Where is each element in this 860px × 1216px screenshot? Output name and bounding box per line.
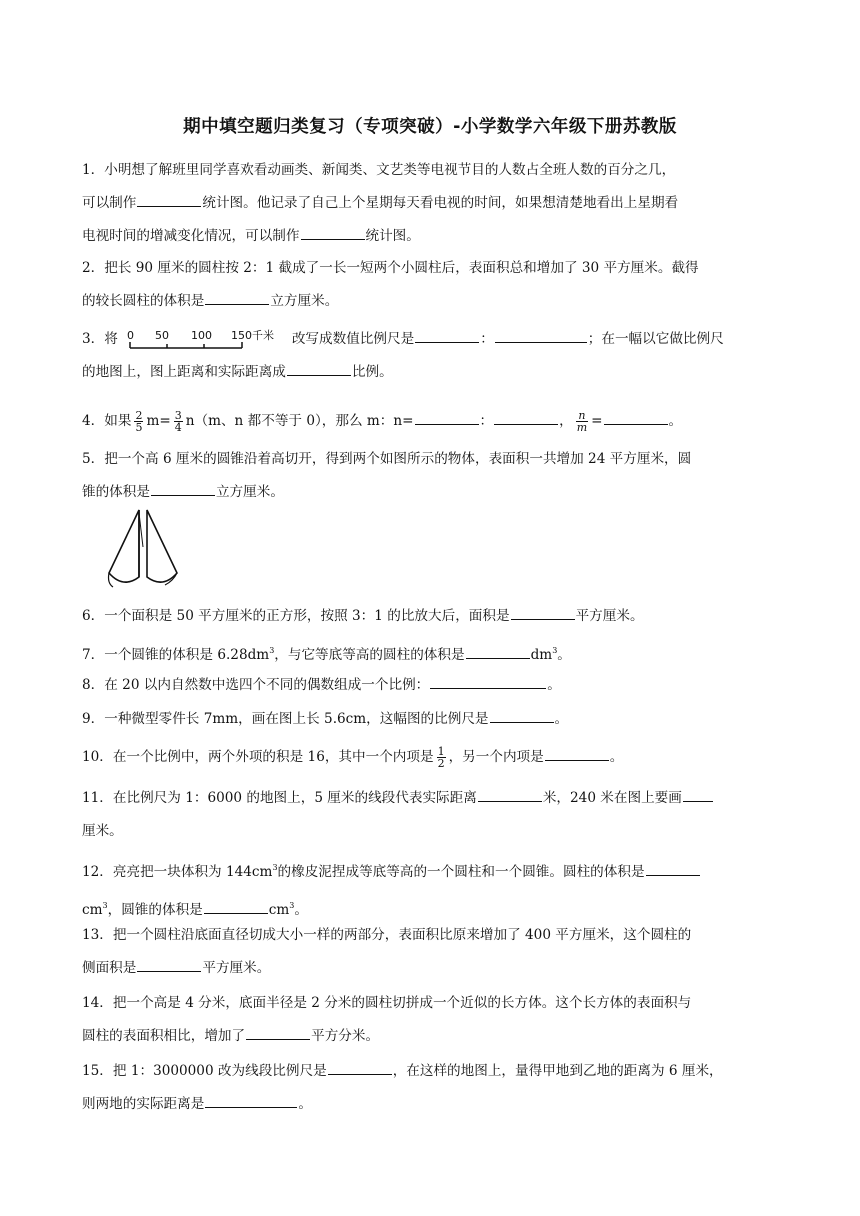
question-number: 14． [82,995,113,1011]
question-number: 8． [82,677,105,693]
question-text: 侧面积是 [82,960,137,976]
question-number: 12． [82,864,113,880]
line-scale-bar-image [124,326,286,354]
question-text: ；在一幅以它做比例尺 [587,331,724,347]
question-text: 把 1：3000000 改为线段比例尺是 [112,1063,327,1079]
question-text: ，圆锥的体积是 [107,902,203,918]
question-number: 7． [82,647,105,663]
question-number: 3．将 [82,331,118,347]
question-13 [82,919,782,985]
question-text: 厘米。 [82,823,123,839]
answer-blank[interactable] [287,362,351,376]
answer-blank[interactable] [545,747,609,761]
question-text: 一种微型零件长 7mm，画在图上长 5.6cm，这幅图的比例尺是 [104,711,489,727]
question-number: 1． [82,162,105,178]
fraction: $\frac{n}{m}$ [576,409,588,434]
question-text: 在比例尺为 1：6000 的地图上，5 厘米的线段代表实际距离 [112,790,477,806]
fraction: $\frac{2}{5}$ [135,409,143,434]
answer-blank[interactable] [246,1026,310,1040]
question-8: 8．在 20 以内自然数中选四个不同的偶数组成一个比例： 。 [82,677,561,693]
question-6 [82,600,782,633]
half-cones-figure [103,507,185,593]
question-text: 的较长圆柱的体积是 [82,293,205,309]
question-15: 15．把 1：3000000 改为线段比例尺是 ，在这样的地图上，量得甲地到乙地的距离为 6 厘米， 则两地的实际距离是 。 [82,1063,723,1112]
scale-label: 0 [126,328,134,342]
question-text: 可以制作 [82,195,137,211]
question-text: 圆柱的表面积相比，增加了 [82,1028,246,1044]
question-text: 把长 90 厘米的圆柱按 2：1 截成了一长一短两个小圆柱后，表面积总和增加了 30 平方厘米。截得 [104,260,699,276]
answer-blank[interactable] [490,709,554,723]
answer-blank[interactable] [137,193,201,207]
answer-blank[interactable] [683,788,713,802]
question-text: ，在这样的地图上，量得甲地到乙地的距离为 6 厘米， [392,1063,723,1079]
question-7: 7．一个圆锥的体积是 $6.28dm^3$，与它等底等高的圆柱的体积是 $dm^3$。 [82,646,571,663]
question-text: 把一个圆柱沿底面直径切成大小一样的两部分，表面积比原来增加了 400 平方厘米，这个圆柱的 [112,927,692,943]
answer-blank[interactable] [151,482,215,496]
question-text: 统计图。 [365,228,420,244]
answer-blank[interactable] [205,1094,297,1108]
question-text: 一个面积是 50 平方厘米的正方形，按照 3：1 的比放大后，面积是 [104,608,510,624]
question-text: 则两地的实际距离是 [82,1096,205,1112]
question-number: 2． [82,260,105,276]
question-2 [82,252,782,318]
question-5 [82,443,782,509]
question-text: 统计图。他记录了自己上个星期每天看电视的时间，如果想清楚地看出上星期看 [202,195,679,211]
answer-blank[interactable] [137,958,201,972]
answer-blank[interactable] [494,411,558,425]
question-text: 锥的体积是 [82,484,150,500]
question-number: 4．如果 [82,413,132,429]
question-number: 13． [82,927,113,943]
question-text: 小明想了解班里同学喜欢看动画类、新闻类、文艺类等电视节目的人数占全班人数的百分之几， [104,162,676,178]
question-text: 米，240 米在图上要画 [542,790,682,806]
question-11 [82,782,782,848]
answer-blank[interactable] [478,788,542,802]
question-3: 3．将 0 50 100 150千米 改写成数值比例尺是 ： ；在一幅以它做比例尺 的地图上，图上距离和实际距离成 比例。 [82,323,782,389]
scale-label: 100 [190,328,212,342]
question-text: 平方厘米。 [575,608,644,624]
question-text: 平方厘米。 [202,960,271,976]
question-text: 立方厘米。 [270,293,339,309]
question-text: 一个圆锥的体积是 6.28dm [104,647,270,663]
answer-blank[interactable] [511,606,575,620]
question-text: 把一个高是 4 分米，底面半径是 2 分米的圆柱切拼成一个近似的长方体。这个长方体的表面积与 [112,995,692,1011]
scale-label: 150千米 [230,328,274,342]
question-10: 10．在一个比例中，两个外项的积是 16，其中一个内项是 $\frac{1}{2}$ ，另一个内项是 。 [82,745,624,770]
answer-blank[interactable] [205,291,269,305]
answer-blank[interactable] [466,645,530,659]
question-text: 在 20 以内自然数中选四个不同的偶数组成一个比例： [104,677,430,693]
question-text: ，另一个内项是 [448,749,544,765]
answer-blank[interactable] [646,862,700,876]
fraction: $\frac{1}{2}$ [437,745,445,770]
question-number: 10． [82,749,113,765]
answer-blank[interactable] [415,329,479,343]
question-text: 电视时间的增减变化情况，可以制作 [82,228,300,244]
answer-blank[interactable] [328,1061,392,1075]
answer-blank[interactable] [204,900,268,914]
question-number: 11． [82,790,113,806]
question-1 [82,154,782,253]
answer-blank[interactable] [301,226,365,240]
question-12: 12．亮亮把一块体积为 $144cm^3$的橡皮泥捏成等底等高的一个圆柱和一个圆锥。圆柱的体积是 $cm^3$，圆锥的体积是 $cm^3$。 [82,851,782,927]
answer-blank[interactable] [495,329,587,343]
question-text: 比例。 [351,364,393,380]
question-text: 平方分米。 [311,1028,380,1044]
question-4: 4．如果 $\frac{2}{5}$ m= $\frac{3}{4}$ n（m、n 都不等于 0），那么 m：n= ： ， $\frac{n}{m}$ = 。 [82,409,683,434]
scale-label: 50 [154,328,169,342]
question-number: 6． [82,608,105,624]
answer-blank[interactable] [604,411,668,425]
question-text: 立方厘米。 [215,484,284,500]
question-number: 9． [82,711,105,727]
question-text: 亮亮把一块体积为 144cm [112,864,273,880]
fraction: $\frac{3}{4}$ [174,409,182,434]
question-number: 5． [82,451,105,467]
question-number: 15． [82,1063,113,1079]
answer-blank[interactable] [415,411,479,425]
question-text: 在一个比例中，两个外项的积是 16，其中一个内项是 [112,749,434,765]
question-text: 改写成数值比例尺是 [291,331,415,347]
answer-blank[interactable] [430,675,546,689]
question-14 [82,987,782,1053]
question-text: ，与它等底等高的圆柱的体积是 [274,647,465,663]
question-text: 把一个高 6 厘米的圆锥沿着高切开，得到两个如图所示的物体，表面积一共增加 24 平方厘米，圆 [104,451,692,467]
question-text: 的地图上，图上距离和实际距离成 [82,364,286,380]
question-9: 9．一种微型零件长 7mm，画在图上长 5.6cm，这幅图的比例尺是 。 [82,711,569,727]
question-text: n（m、n 都不等于 0），那么 m：n= [185,413,414,429]
question-text: 的橡皮泥捏成等底等高的一个圆柱和一个圆锥。圆柱的体积是 [277,864,645,880]
page-title: 期中填空题归类复习（专项突破）-小学数学六年级下册苏教版 [183,117,677,137]
